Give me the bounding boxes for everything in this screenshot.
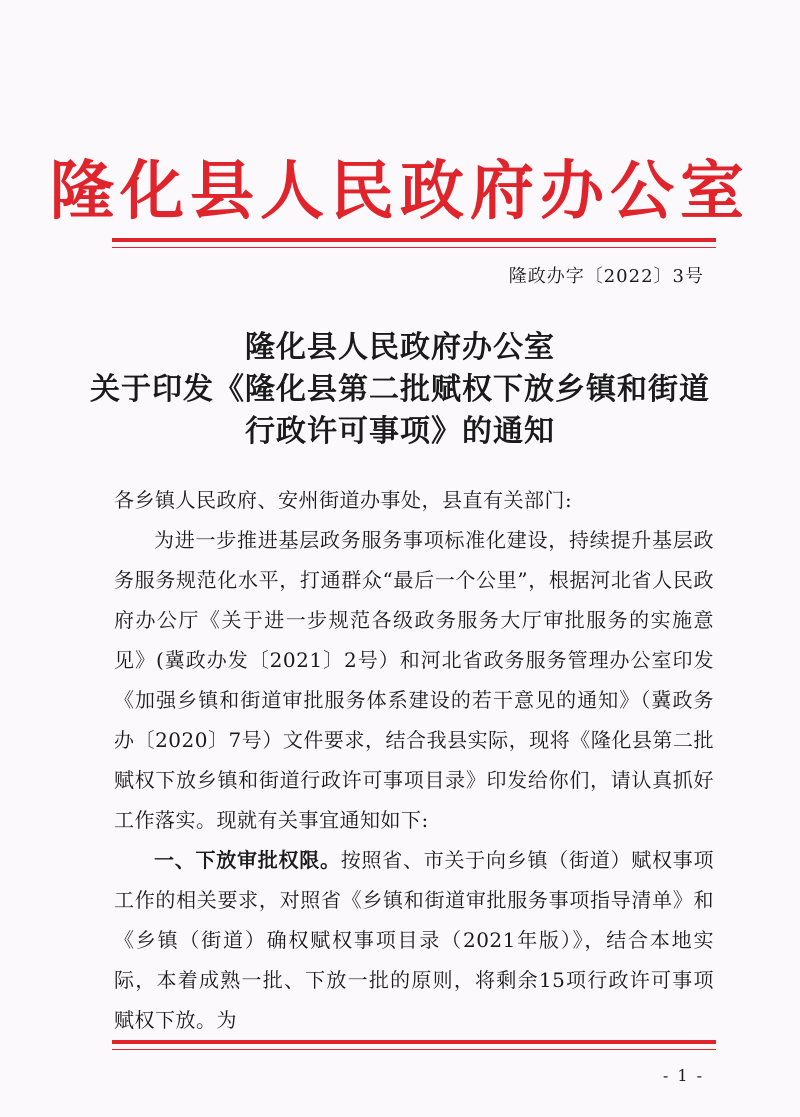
title-line-3: 行政许可事项》的通知 [245, 414, 555, 449]
page-number: - 1 - [662, 1066, 704, 1085]
section-1-heading: 一、下放审批权限。 [154, 848, 341, 872]
header-red-rule-thin [112, 247, 716, 248]
document-number: 隆政办字〔2022〕3号 [508, 266, 704, 287]
section-1-text: 按照省、市关于向乡镇（街道）赋权事项工作的相关要求，对照省《乡镇和街道审批服务事项指导清单》和《乡镇（街道）确权赋权事项目录（2021年版）》，结合本地实际，本着成熟一批、下放一批的原则，将剩余15项行政许可事项赋权下放。为 [114, 848, 714, 1032]
title-line-1: 隆化县人民政府办公室 [245, 330, 555, 365]
footer-red-rule-thin [112, 1049, 716, 1050]
section-1 [114, 840, 714, 1040]
issuing-org-header: 隆化县人民政府办公室 [50, 154, 750, 229]
addressee: 各乡镇人民政府、安州街道办事处，县直有关部门: [114, 488, 573, 512]
title-line-2: 关于印发《隆化县第二批赋权下放乡镇和街道 [90, 372, 710, 407]
body-paragraph-1: 为进一步推进基层政务服务事项标准化建设，持续提升基层政务服务规范化水平，打通群众“最后一个公里”，根据河北省人民政府办公厅《关于进一步规范各级政务服务大厅审批服务的实施意见》(冀政办发〔2021〕2号）和河北省政务服务管理办公室印发《加强乡镇和街道审批服务体系建设的若干意见的通知》（冀政务办〔2020〕7号）文件要求，结合我县实际，现将《隆化县第二批赋权下放乡镇和街道行政许可事项目录》印发给你们，请认真抓好工作落实。现就有关事宜通知如下: [114, 528, 714, 832]
header-red-rule [112, 238, 716, 242]
footer-red-rule [112, 1040, 716, 1044]
